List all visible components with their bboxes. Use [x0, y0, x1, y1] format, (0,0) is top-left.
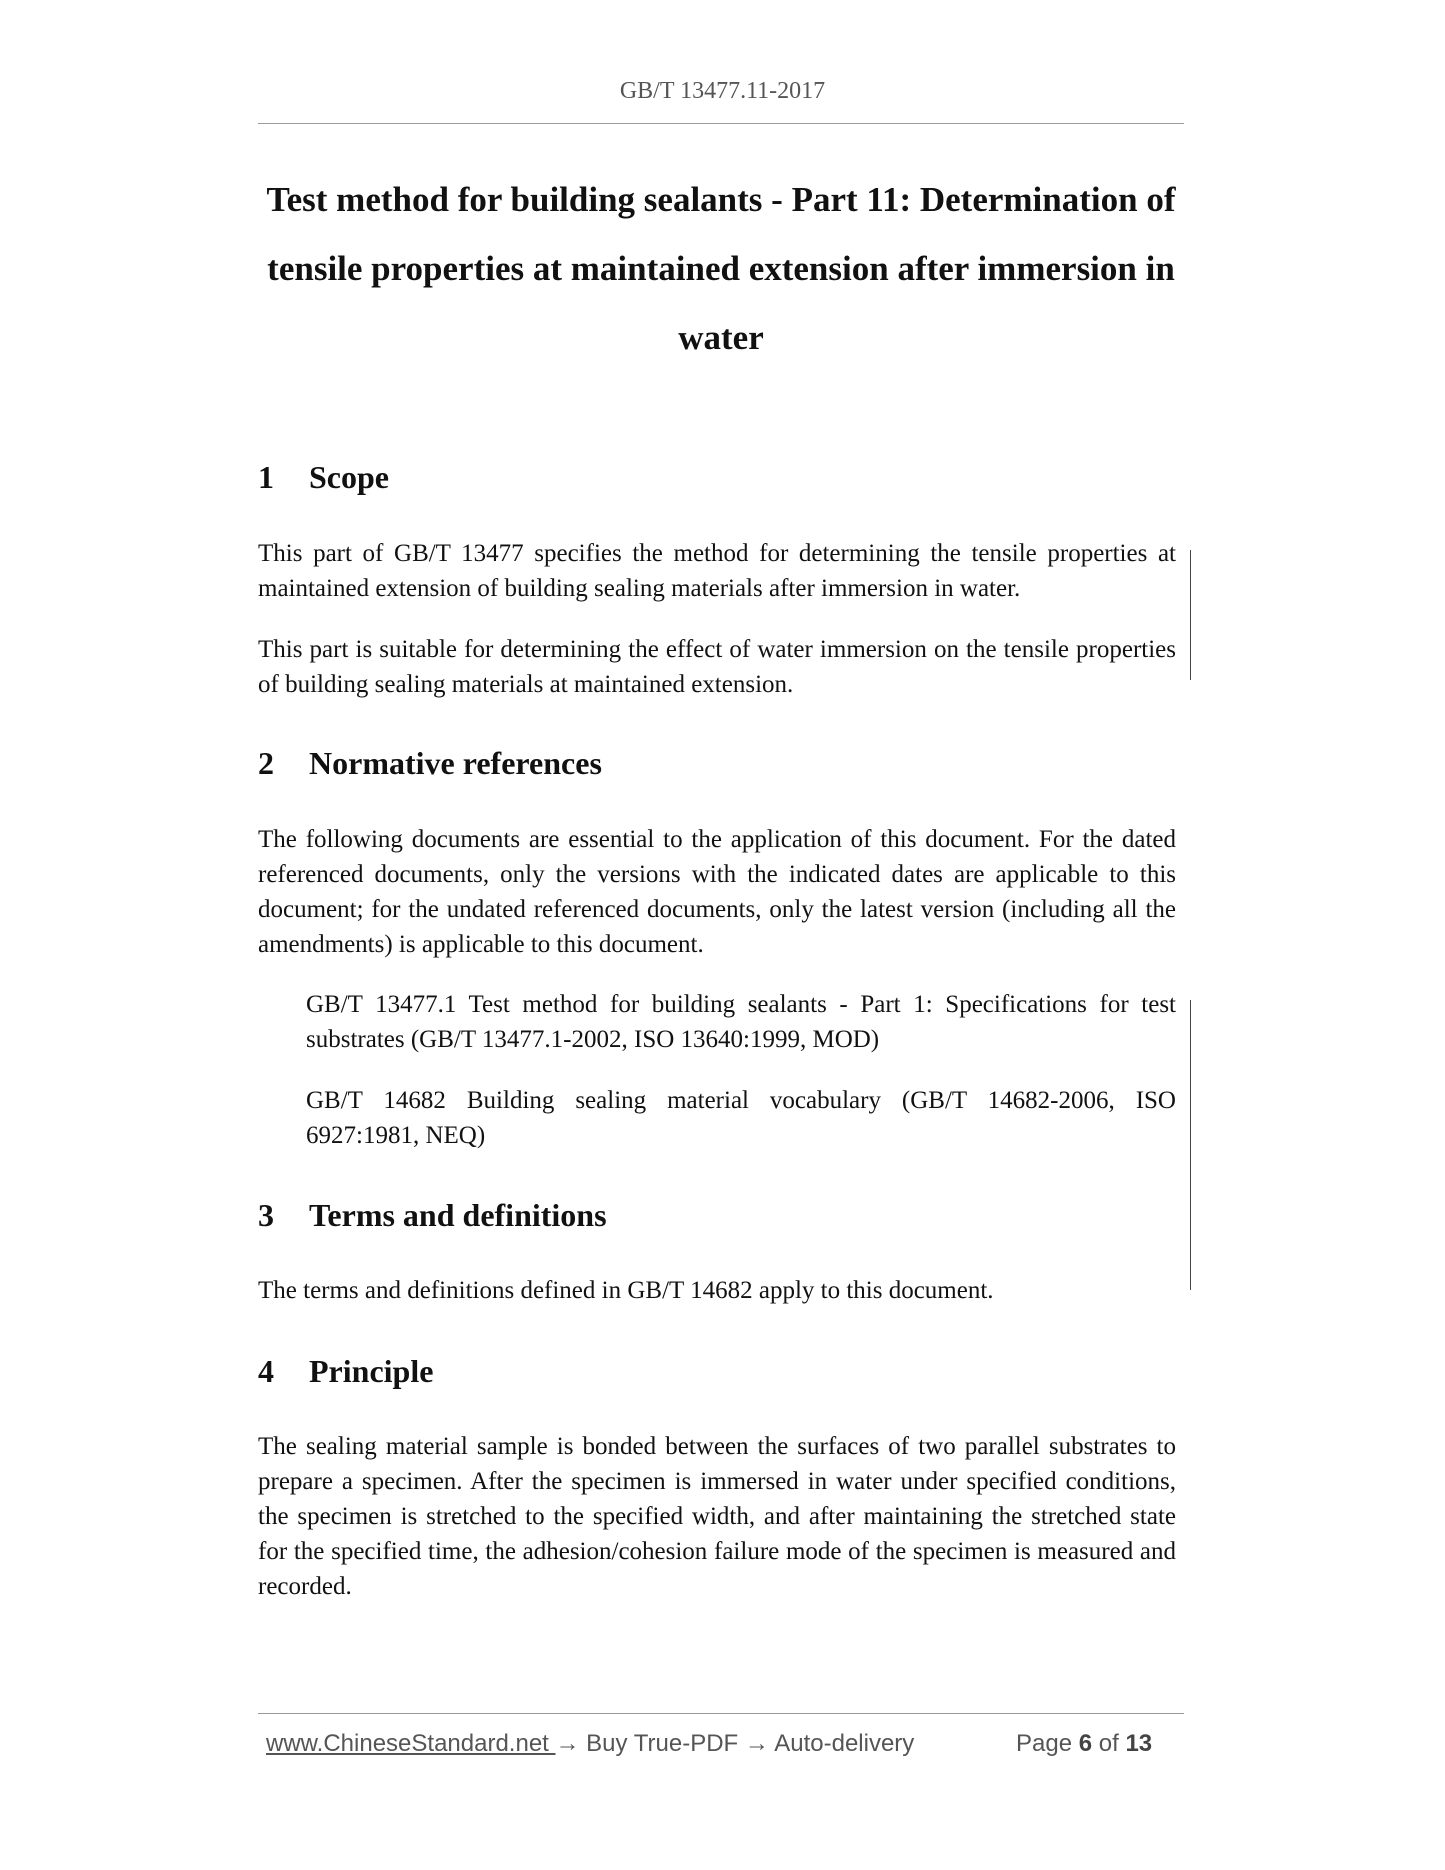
section-title: Principle	[309, 1353, 434, 1389]
scope-paragraph-2: This part is suitable for determining the effect of water immersion on the tensile properties of building sealing materials at maintained extension.	[258, 636, 1176, 698]
page-header-code: GB/T 13477.11-2017	[619, 78, 826, 104]
page-indicator	[1016, 1730, 1152, 1758]
document-title	[258, 165, 1184, 372]
section-heading-scope	[258, 457, 389, 497]
buy-true-pdf-text: Buy True-PDF	[586, 1730, 739, 1757]
scope-paragraph-1: This part of GB/T 13477 specifies the method for determining the tensile properties at maintained extension of building sealing materials after immersion in water.	[258, 540, 1176, 602]
section-title: Normative references	[309, 745, 602, 781]
title-line-3: water	[678, 318, 764, 357]
page-label: Page	[1016, 1730, 1073, 1757]
arrow-right-icon: →	[744, 1730, 769, 1757]
section-title: Scope	[309, 459, 389, 495]
footer-left	[266, 1730, 914, 1758]
section-heading-terms-and-definitions	[258, 1195, 607, 1235]
page-current: 6	[1078, 1730, 1093, 1757]
page-total: 13	[1125, 1730, 1153, 1757]
section-heading-principle	[258, 1351, 433, 1391]
terms-paragraph: The terms and definitions defined in GB/T 14682 apply to this document.	[258, 1277, 994, 1304]
change-bar	[1190, 1000, 1191, 1290]
website-link[interactable]: www.ChineseStandard.net	[266, 1730, 556, 1757]
principle-paragraph: The sealing material sample is bonded between the surfaces of two parallel substrates to prepare a specimen. After the specimen is immersed in water under specified conditions, the specimen is stretched to the specified width, and after maintaining the stretched state for the specified time, the adhesion/cohesion failure mode of the specimen is measured and recorded.	[258, 1433, 1176, 1600]
section-number: 2	[258, 745, 274, 781]
title-line-1: Test method for building sealants - Part 11: Determination of	[266, 180, 1176, 219]
arrow-right-icon: →	[555, 1730, 580, 1757]
title-line-2: tensile properties at maintained extension after immersion in	[267, 249, 1175, 288]
section-heading-normative-references	[258, 743, 602, 783]
change-bar	[1190, 550, 1191, 680]
section-title: Terms and definitions	[309, 1197, 607, 1233]
section-number: 4	[258, 1353, 274, 1389]
page-of: of	[1098, 1730, 1119, 1757]
section-number: 1	[258, 459, 274, 495]
normative-references-paragraph: The following documents are essential to the application of this document. For the dated referenced documents, only the versions with the indicated dates are applicable to this document; for the undated referenced documents, only the latest version (including all the amendments) is applicable to this document.	[258, 826, 1176, 958]
reference-item: GB/T 13477.1 Test method for building sealants - Part 1: Specifications for test substrates (GB/T 13477.1-2002, ISO 13640:1999, MOD)	[306, 991, 1176, 1053]
header-rule	[258, 123, 1184, 124]
section-number: 3	[258, 1197, 274, 1233]
footer-rule	[258, 1713, 1184, 1714]
auto-delivery-text: Auto-delivery	[774, 1730, 915, 1757]
reference-item: GB/T 14682 Building sealing material vocabulary (GB/T 14682-2006, ISO 6927:1981, NEQ)	[306, 1087, 1176, 1149]
